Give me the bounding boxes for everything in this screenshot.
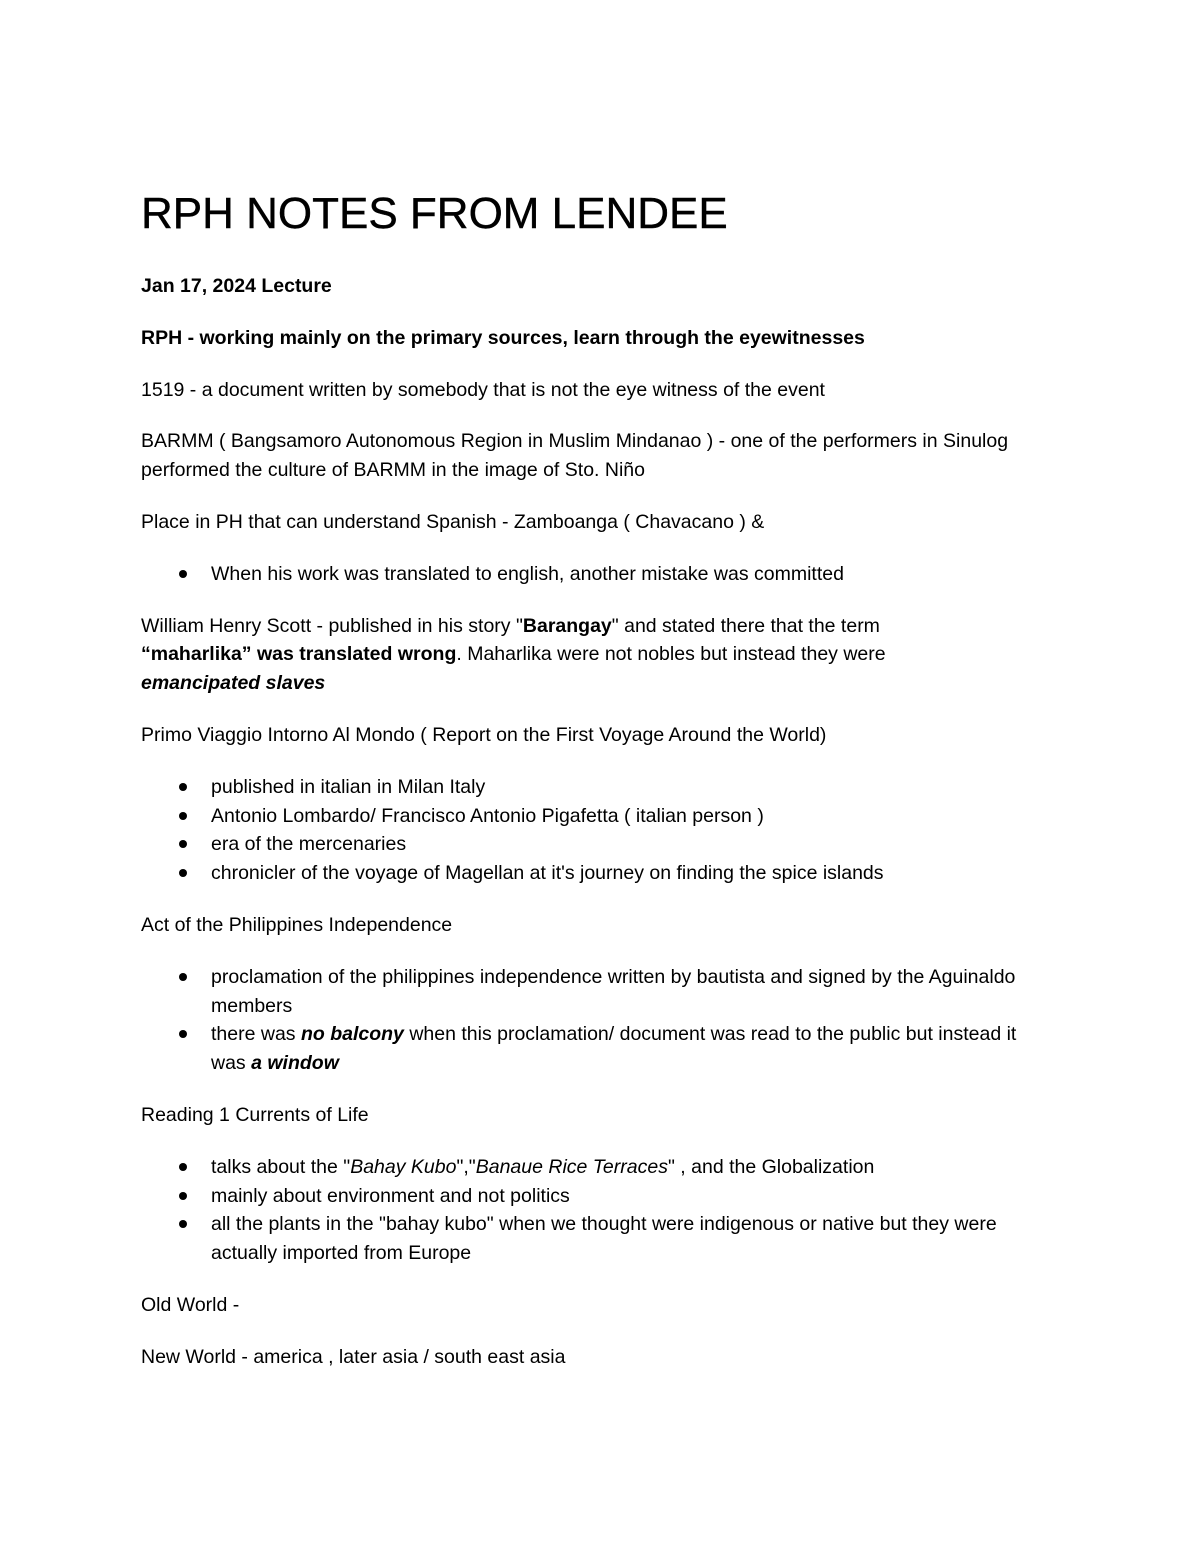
- list-item: there was no balcony when this proclamation/ document was read to the public but instead it was a window: [141, 1020, 1041, 1078]
- list-item: talks about the "Bahay Kubo","Banaue Rice Terraces" , and the Globalization: [141, 1153, 1041, 1182]
- banaue-term: Banaue Rice Terraces: [475, 1155, 668, 1178]
- paragraph-reading-1: Reading 1 Currents of Life: [141, 1103, 369, 1126]
- bullet-icon: [179, 570, 187, 578]
- paragraph-barmm: BARMM ( Bangsamoro Autonomous Region in Muslim Mindanao ) - one of the performers in Sinulog performed the culture of BARMM in the image of Sto. Niño: [141, 430, 1009, 482]
- list-item: When his work was translated to english, another mistake was committed: [141, 560, 1041, 589]
- list-item: published in italian in Milan Italy: [141, 773, 1041, 802]
- list-item: Antonio Lombardo/ Francisco Antonio Pigafetta ( italian person ): [141, 802, 1041, 831]
- list-item: all the plants in the "bahay kubo" when we thought were indigenous or native but they were actually imported from Europe: [141, 1210, 1041, 1268]
- emancipated-slaves: emancipated slaves: [141, 672, 326, 695]
- act-independence-list: [141, 963, 1041, 1078]
- bullet-icon: [179, 869, 187, 877]
- bullet-icon: [179, 973, 187, 981]
- paragraph-place-spanish: Place in PH that can understand Spanish - Zamboanga ( Chavacano ) &: [141, 510, 765, 533]
- place-spanish-list: [141, 560, 1041, 589]
- bullet-icon: [179, 783, 187, 791]
- maharlika-statement: “maharlika” was translated wrong: [141, 643, 457, 666]
- bullet-icon: [179, 812, 187, 820]
- bullet-icon: [179, 1192, 187, 1200]
- rph-heading: RPH - working mainly on the primary sources, learn through the eyewitnesses: [141, 326, 865, 349]
- list-item: mainly about environment and not politics: [141, 1182, 1041, 1211]
- bahay-kubo-term: Bahay Kubo: [350, 1155, 457, 1178]
- bullet-icon: [179, 840, 187, 848]
- bullet-icon: [179, 1220, 187, 1228]
- list-item: era of the mercenaries: [141, 830, 1041, 859]
- bullet-icon: [179, 1030, 187, 1038]
- primo-viaggio-list: [141, 773, 1041, 888]
- paragraph-primo-viaggio: Primo Viaggio Intorno Al Mondo ( Report on the First Voyage Around the World): [141, 723, 827, 746]
- reading-1-list: [141, 1153, 1041, 1268]
- paragraph-1519: 1519 - a document written by somebody that is not the eye witness of the event: [141, 378, 825, 401]
- barangay-term: Barangay: [522, 614, 612, 637]
- a-window-emphasis: a window: [251, 1052, 339, 1075]
- bullet-icon: [179, 1163, 187, 1171]
- document-title: RPH NOTES FROM LENDEE: [141, 189, 728, 238]
- paragraph-new-world: New World - america , later asia / south east asia: [141, 1345, 566, 1368]
- paragraph-act-independence: Act of the Philippines Independence: [141, 913, 453, 936]
- document-page: [141, 187, 1041, 1395]
- list-item: proclamation of the philippines independence written by bautista and signed by the Aguinaldo members: [141, 963, 1041, 1021]
- paragraph-old-world: Old World -: [141, 1293, 240, 1316]
- no-balcony-emphasis: no balcony: [300, 1023, 404, 1046]
- list-item: chronicler of the voyage of Magellan at it's journey on finding the spice islands: [141, 859, 1041, 888]
- date-heading: Jan 17, 2024 Lecture: [141, 275, 332, 297]
- paragraph-william-henry-scott: William Henry Scott - published in his story "Barangay" and stated there that the term “maharlika” was translated wrong. Maharlika were not nobles but instead they were emancipated slaves: [141, 614, 886, 695]
